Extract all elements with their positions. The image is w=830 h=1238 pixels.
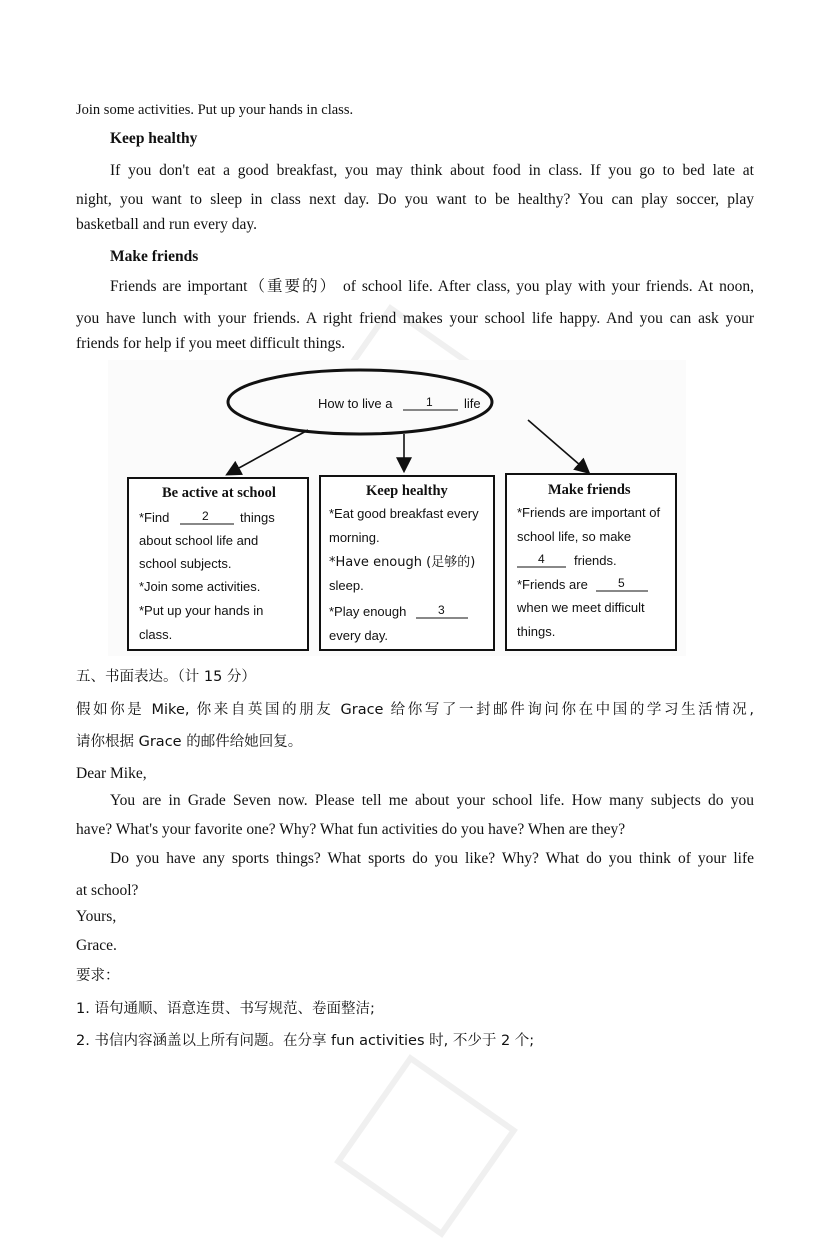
reading-line: Friends are important（重要的） of school life. After class, you play with your friends. At noon, — [110, 278, 754, 295]
requirement-item: 2. 书信内容涵盖以上所有问题。在分享 fun activities 时, 不少于 2 个; — [76, 1033, 535, 1049]
box-line: class. — [139, 627, 173, 642]
center-label-prefix: How to live a — [318, 396, 393, 411]
letter-line: Do you have any sports things? What sports do you like? Why? What do you think of your life — [110, 850, 754, 867]
box-line: when we meet difficult — [517, 600, 645, 615]
center-label-suffix: life — [464, 396, 481, 411]
box-line: about school life and — [139, 533, 259, 548]
box-keep-healthy — [320, 476, 494, 650]
reading-line: friends for help if you meet difficult things. — [76, 335, 346, 352]
box-line: things — [240, 510, 275, 525]
section-heading: Keep healthy — [110, 130, 198, 147]
box-line: *Have enough (足够的) — [329, 555, 476, 570]
box-be-active — [128, 478, 308, 650]
requirement-item: 1. 语句通顺、语意连贯、书写规范、卷面整洁; — [76, 1001, 375, 1017]
watermark-shape — [334, 1054, 518, 1238]
box-line: *Play enough — [329, 604, 407, 619]
reading-line: night, you want to sleep in class next day. Do you want to be healthy? You can play soccer, play — [76, 191, 754, 208]
reading-line: If you don't eat a good breakfast, you may think about food in class. If you go to bed late at — [110, 162, 754, 179]
reading-line: basketball and run every day. — [76, 216, 258, 233]
letter-signature: Grace. — [76, 937, 117, 954]
blank-3-number: 3 — [438, 603, 445, 617]
box-line: sleep. — [329, 578, 364, 593]
writing-section-title: 五、书面表达。（计 15 分） — [76, 669, 256, 685]
letter-line: at school? — [76, 882, 139, 899]
reading-line: Join some activities. Put up your hands in class. — [76, 102, 354, 118]
letter-salutation: Dear Mike, — [76, 765, 147, 782]
box-line: things. — [517, 624, 556, 639]
blank-1-number: 1 — [426, 395, 433, 409]
box-title: Be active at school — [162, 485, 276, 501]
mind-map-diagram — [108, 360, 686, 656]
box-title: Make friends — [548, 482, 631, 498]
box-line: *Find — [139, 510, 170, 525]
box-line: school life, so make — [517, 529, 632, 544]
requirements-heading: 要求： — [76, 968, 120, 984]
letter-line: You are in Grade Seven now. Please tell me about your school life. How many subjects do you — [110, 792, 754, 809]
section-heading: Make friends — [110, 248, 199, 265]
box-line: friends. — [574, 553, 617, 568]
box-line: *Friends are important of — [517, 505, 661, 520]
letter-line: have? What's your favorite one? Why? What fun activities do you have? When are they? — [76, 821, 626, 838]
box-title: Keep healthy — [366, 483, 448, 499]
reading-line: you have lunch with your friends. A right friend makes your school life happy. And you can ask your — [76, 310, 754, 327]
box-line: *Friends are — [517, 577, 588, 592]
task-line: 请你根据 Grace 的邮件给她回复。 — [76, 734, 303, 750]
box-line: *Eat good breakfast every — [329, 506, 479, 521]
box-line: every day. — [329, 628, 389, 643]
task-line: 假如你是 Mike, 你来自英国的朋友 Grace 给你写了一封邮件询问你在中国的学习生活情况, — [76, 702, 754, 718]
box-line: morning. — [329, 530, 380, 545]
box-make-friends — [506, 474, 676, 650]
blank-5-number: 5 — [618, 576, 625, 590]
blank-4-number: 4 — [538, 552, 545, 566]
blank-2-number: 2 — [202, 509, 209, 523]
box-line: *Join some activities. — [139, 579, 261, 594]
box-line: *Put up your hands in — [139, 603, 264, 618]
box-line: school subjects. — [139, 556, 232, 571]
letter-closing: Yours, — [76, 908, 117, 925]
